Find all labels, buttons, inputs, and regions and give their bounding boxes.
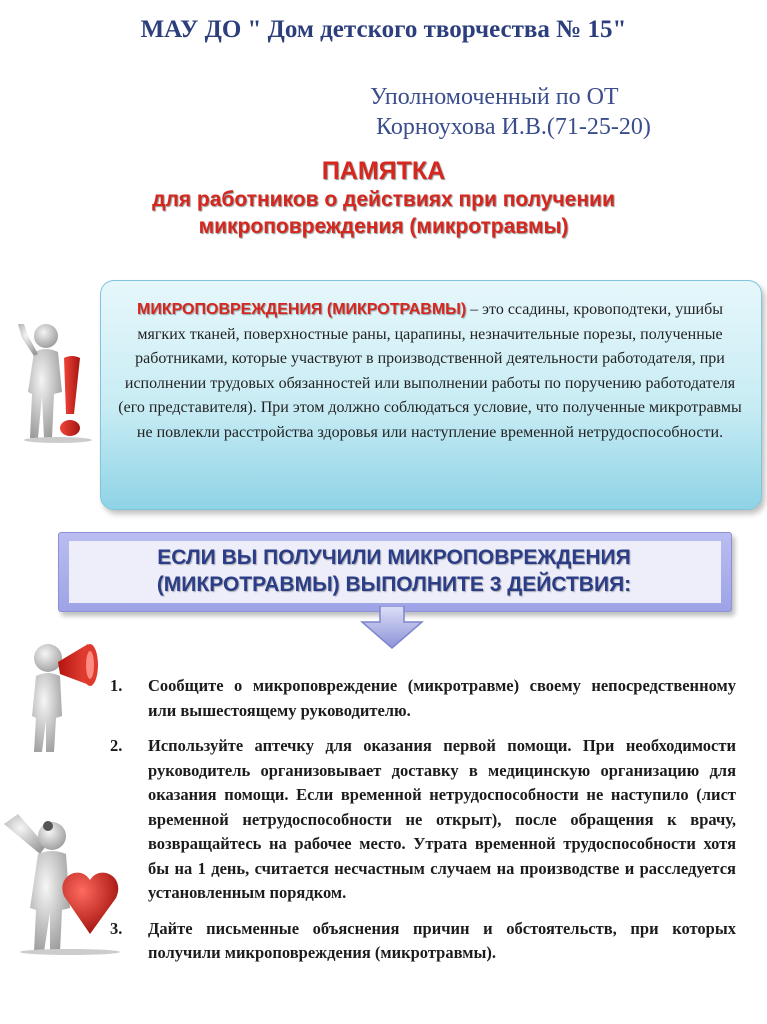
step-item: [100, 734, 736, 906]
authorized-person: [370, 82, 750, 142]
memo-subtitle-line1: для работников о действиях при получении: [152, 188, 615, 211]
step-text: Используйте аптечку для оказания первой помощи. При необходимости руководитель организовывает доставку в медицинскую организацию для оказания помощи. Если временной нетрудоспособности не наступило (лист временной нетрудоспособности не открыт), после обращения к врачу, возвращайтесь на рабочее место. Утрата временной трудоспособности хотя бы на 1 день, считается несчастным случаем на производстве и расследуется установленным порядком.: [148, 736, 736, 902]
definition-text: [112, 298, 748, 445]
steps-list: [100, 674, 736, 977]
step-text: Дайте письменные объяснения причин и обстоятельств, при которых получили микроповреждения (микротравмы).: [148, 918, 736, 962]
step-number: 1.: [110, 676, 123, 695]
definition-term: МИКРОПОВРЕЖДЕНИЯ (МИКРОТРАВМЫ): [137, 301, 467, 318]
step-item: [100, 917, 736, 966]
memo-subtitle-line2: микроповреждения (микротравмы): [198, 215, 569, 238]
figure-exclamation-icon: [8, 318, 100, 444]
authorized-role: Уполномоченный по ОТ: [370, 84, 619, 110]
org-title: МАУ ДО " Дом детского творчества № 15": [140, 16, 627, 43]
figure-megaphone-icon: [18, 636, 110, 756]
banner-text: [58, 544, 730, 598]
step-text: Сообщите о микроповреждение (микротравме) своему непосредственному или вышестоящему руководителю.: [148, 676, 736, 720]
banner-line2: (МИКРОТРАВМЫ) ВЫПОЛНИТЕ 3 ДЕЙСТВИЯ:: [156, 573, 632, 596]
down-arrow-icon: [360, 606, 424, 650]
memo-title: [0, 156, 767, 240]
memo-heading: ПАМЯТКА: [321, 157, 446, 185]
definition-body: – это ссадины, кровоподтеки, ушибы мягких тканей, поверхностные раны, царапины, незначительные порезы, полученные работниками, которые участвуют в производственной деятельности работодателя, при исполнении трудовых обязанностей или выполнении работы по поручению работодателя (его представителя). При этом должно соблюдаться условие, что полученные микротравмы не повлекли расстройства здоровья или наступление временной нетрудоспособности.: [118, 301, 742, 441]
step-number: 2.: [110, 736, 123, 755]
step-item: [100, 674, 736, 723]
banner-line1: ЕСЛИ ВЫ ПОЛУЧИЛИ МИКРОПОВРЕЖДЕНИЯ: [157, 546, 631, 569]
authorized-name: Корноухова И.В.(71-25-20): [376, 114, 651, 140]
step-number: 3.: [110, 918, 123, 938]
